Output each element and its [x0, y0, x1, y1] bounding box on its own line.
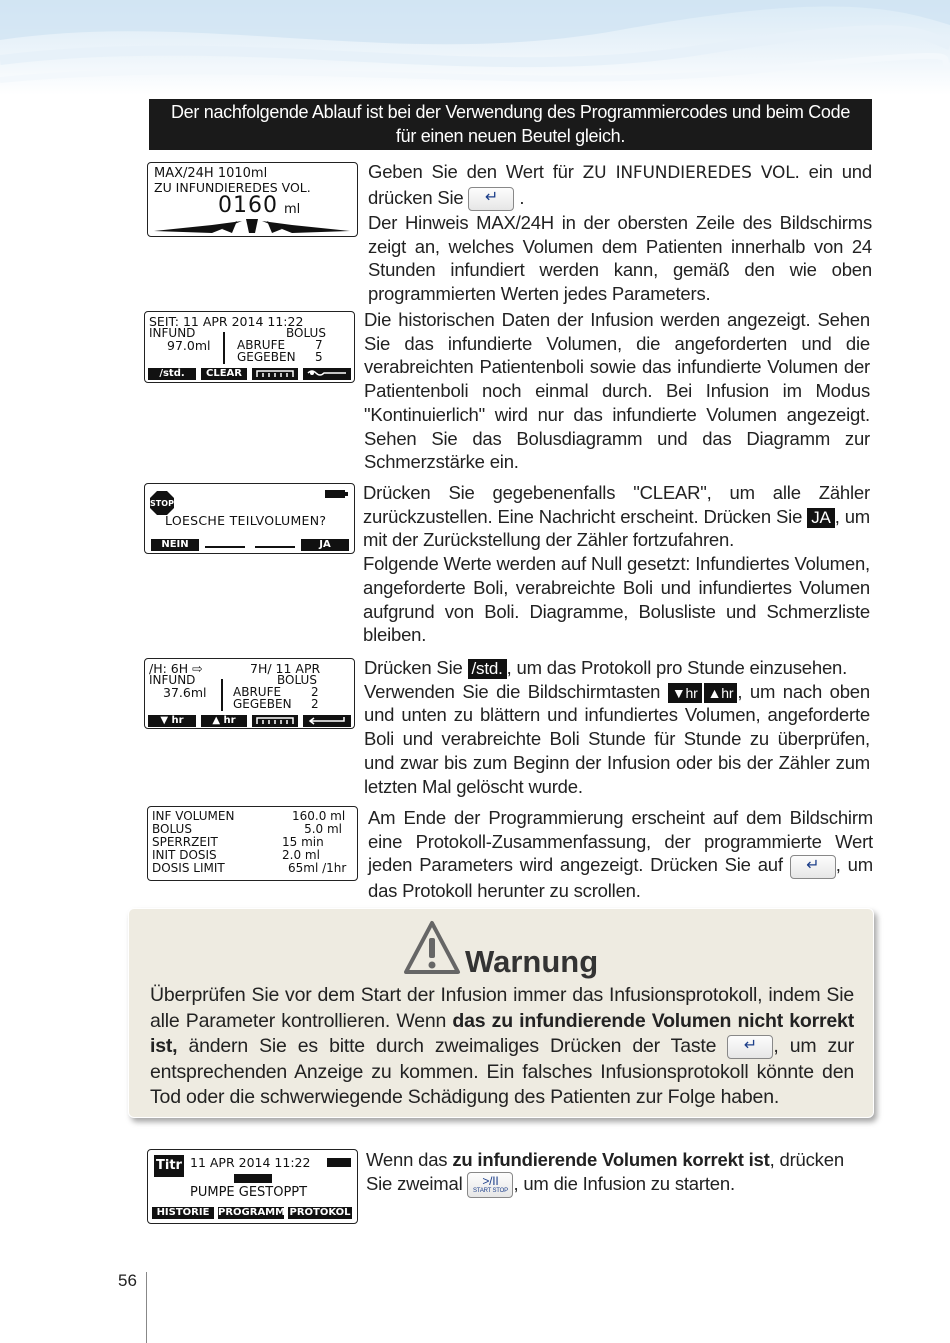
warning-text-b: ändern Sie es bitte durch zweimaliges Drücken der Taste	[177, 1035, 717, 1057]
lcd-gegeben-value: 2	[311, 697, 319, 711]
header-decoration	[0, 0, 950, 95]
lcd-screen-stopped	[147, 1149, 358, 1224]
lcd-abrufe-value: 7	[315, 338, 323, 352]
warning-text	[150, 983, 854, 1111]
para1-screen-label: ZU INFUNDIEREDES VOL.	[582, 163, 800, 183]
softkey-programm: PROGRAMM	[218, 1207, 286, 1218]
titr-badge	[154, 1155, 184, 1177]
softkey-bolus-chart-icon	[252, 368, 298, 380]
lcd-abrufe-value: 2	[311, 685, 319, 699]
para1-text-a: Geben Sie den Wert für	[368, 161, 574, 182]
softkey-hr-up: ▲ hr	[201, 715, 247, 727]
lcd-volume-label: ZU INFUNDIEREDES VOL.	[154, 180, 311, 195]
softkey-return-icon	[303, 715, 351, 727]
warning-text-bold: das zu infundierende Volumen nicht korrekt ist,	[150, 1009, 854, 1057]
softkey-hr-up-label: hr	[223, 715, 236, 726]
lcd-screen-history	[144, 311, 355, 383]
lcd-status: PUMPE GESTOPPT	[190, 1185, 308, 1200]
protocol-label: BOLUS	[152, 822, 192, 836]
lcd-screen-hourly	[144, 658, 355, 729]
lcd-infund-value: 37.6ml	[163, 685, 207, 700]
lcd-arrow-graphic	[152, 215, 352, 235]
protocol-label: SPERRZEIT	[152, 835, 218, 849]
protocol-label: INF VOLUMEN	[152, 809, 235, 823]
lcd-screen-protocol	[147, 806, 358, 881]
para2-text: Die historischen Daten der Infusion werden angezeigt. Sehen Sie das infundierte Volumen, die angeforderten und die verabreichten Patientenboli sowie das infundierte Volumen der Patientenboli noch einmal durch. Bei Infusion im Modus "Kontinuierlich" wird nur das infundierte Volumen angezeigt. Sehen Sie das Bolusdiagramm und das Diagramm zur Schmerzstärke ein.	[364, 309, 870, 473]
enter-key-icon: ↵	[790, 855, 836, 879]
para3-text-a: Drücken Sie gegebenenfalls "CLEAR", um alle Zähler zurückzustellen. Eine Nachricht erscheint. Drücken Sie	[363, 482, 870, 527]
lcd-clear-question: LOESCHE TEILVOLUMEN?	[165, 513, 327, 528]
lcd-infund-value: 97.0ml	[167, 338, 211, 353]
para1-text-e: Der Hinweis MAX/24H in der obersten Zeile des Bildschirms zeigt an, welches Volumen dem Patienten innerhalb von 24 Stunden infundiert werden kann, gemäß den wie oben programmierten Werten jedes Parameters.	[368, 211, 872, 304]
softkey-clear: CLEAR	[201, 368, 247, 380]
hr-down-key-icon: ▼hr	[668, 683, 702, 703]
paragraph-protocol	[368, 806, 873, 902]
softkey-hr-down: ▼ hr	[148, 715, 196, 727]
protocol-label: INIT DOSIS	[152, 848, 217, 862]
softkey-std: /std.	[148, 368, 196, 380]
paragraph-history	[364, 308, 870, 474]
paragraph-start	[366, 1148, 874, 1198]
para6-text-c: , um die Infusion zu starten.	[513, 1172, 735, 1194]
std-key-icon: /std.	[468, 659, 507, 679]
arrow-right-icon: ⇨	[192, 661, 203, 676]
lcd-hour-from-text: /H: 6H	[149, 661, 189, 676]
softkey-protokol: PROTOKOL	[289, 1207, 351, 1218]
start-stop-key-icon	[467, 1172, 513, 1198]
lcd-bolus-label: BOLUS	[286, 326, 326, 340]
page-margin-rule	[146, 1272, 147, 1343]
para3-text-c: Folgende Werte werden auf Null gesetzt: Infundiertes Volumen, angeforderte Boli, verabreichte Boli und infundiertes Volumen aufgrund von Boli. Diagramme, Bolusliste und Schmerzliste bleiben.	[363, 553, 870, 646]
lcd-infund-label: INFUND	[149, 326, 196, 340]
lcd-max24h: MAX/24H 1010ml	[154, 166, 268, 181]
para4-text-b: , um das Protokoll pro Stunde einzusehen.	[506, 657, 848, 678]
para4-text-c: Verwenden Sie die Bildschirmtasten	[364, 680, 661, 702]
page-number: 56	[118, 1271, 137, 1290]
softkey-historie: HISTORIE	[152, 1207, 214, 1219]
softkey-empty-1	[205, 546, 245, 548]
softkey-nein: NEIN	[151, 539, 199, 551]
start-stop-key-bottom: START STOP	[473, 1187, 508, 1194]
warning-text-a: Überprüfen Sie vor dem Start der Infusion immer das Infusionsprotokoll, indem Sie alle Parameter kontrollieren. Wenn	[150, 984, 854, 1032]
para6-text-b: , drücken Sie zweimal	[366, 1149, 844, 1194]
paragraph-volume	[368, 160, 872, 306]
protocol-value: 5.0 ml	[304, 822, 342, 836]
softkey-ja: JA	[301, 539, 349, 551]
para1-text-d: .	[519, 186, 525, 208]
battery-tip	[345, 492, 348, 496]
ja-key-icon: JA	[807, 508, 834, 528]
softkey-hr-down-label: hr	[171, 715, 184, 726]
hr-up-key-label: hr	[721, 684, 734, 701]
para6-text-bold: zu infundierende Volumen korrekt ist	[452, 1149, 770, 1170]
lcd-abrufe-label: ABRUFE	[237, 338, 286, 352]
protocol-rows	[152, 810, 352, 875]
hr-down-key-label: hr	[685, 684, 698, 701]
warning-title: Warnung	[465, 944, 599, 979]
battery-icon	[327, 1158, 351, 1167]
lcd-gegeben-value: 5	[315, 350, 323, 364]
softkey-empty-2	[255, 546, 295, 548]
lcd-bolus-label: BOLUS	[277, 673, 317, 687]
enter-key-icon: ↵	[468, 187, 514, 211]
lcd-gegeben-label: GEGEBEN	[233, 697, 292, 711]
lcd-gegeben-label: GEGEBEN	[237, 350, 296, 364]
progress-indicator-icon	[234, 1174, 272, 1183]
softkey-bolus-chart-icon	[252, 715, 298, 727]
protocol-label: DOSIS LIMIT	[152, 861, 225, 875]
para4-text-a: Drücken Sie	[364, 657, 463, 678]
softkey-pain-chart-icon	[303, 368, 351, 380]
lcd-screen-clear	[144, 483, 355, 554]
protocol-value: 160.0 ml	[292, 809, 346, 823]
enter-key-icon: ↵	[727, 1035, 773, 1059]
para4-text-d: , um nach oben und unten zu blättern und infundiertes Volumen, angeforderte Boli und verabreichte Boli Stunde für Stunde zu überprüfen, und zwar bis zum Beginn der Infusion oder bis der Zähler zum letzten Mal gelöscht wurde.	[364, 680, 870, 797]
lcd-infund-label: INFUND	[149, 673, 196, 687]
lcd-divider	[221, 679, 223, 711]
warning-text-c: , um zur entsprechenden Anzeige zu kommen. Ein falsches Infusionsprotokoll könnte den Tod oder die schwerwiegende Schädigung des Patienten zur Folge haben.	[150, 1035, 854, 1108]
info-banner	[149, 99, 872, 150]
lcd-hour-to: 7H/ 11 APR	[250, 661, 321, 676]
para5-text-a: Am Ende der Programmierung erscheint auf dem Bildschirm eine Protokoll-Zusammenfassung, der programmierte Wert jeden Parameters wird angezeigt. Drücken Sie auf	[368, 807, 873, 876]
svg-text:STOP: STOP	[150, 499, 174, 508]
lcd-volume-unit: ml	[284, 202, 301, 217]
lcd-abrufe-label: ABRUFE	[233, 685, 282, 699]
para6-text-a: Wenn das	[366, 1149, 453, 1170]
lcd-date: 11 APR 2014 11:22	[190, 1155, 311, 1170]
protocol-value: 2.0 ml	[282, 848, 320, 862]
battery-icon	[325, 490, 345, 498]
protocol-value: 65ml /1hr	[288, 861, 347, 875]
para5-text-b: , um das Protokoll herunter zu scrollen.	[368, 854, 873, 901]
para3-text-b: , um mit der Zurückstellung der Zähler fortzufahren.	[363, 505, 870, 551]
start-stop-key-top: >/II	[482, 1173, 499, 1188]
banner-line-1: Der nachfolgende Ablauf ist bei der Verwendung des Programmiercodes und beim Code	[170, 102, 851, 122]
lcd-volume-value: 0160	[218, 193, 278, 218]
hr-up-key-icon: ▲hr	[704, 683, 738, 703]
paragraph-clear	[363, 481, 870, 647]
titr-label: Titr	[156, 1158, 182, 1173]
paragraph-hourly	[364, 656, 870, 798]
protocol-value: 15 min	[282, 835, 324, 849]
protocol-row	[152, 862, 352, 875]
lcd-screen-volume	[147, 162, 358, 237]
lcd-since-date: SEIT: 11 APR 2014 11:22	[149, 314, 304, 329]
para1-text-c: ein und drücken Sie	[368, 161, 872, 208]
banner-line-2: für einen neuen Beutel gleich.	[395, 126, 626, 146]
warning-triangle-icon	[403, 920, 461, 976]
lcd-divider	[223, 332, 225, 364]
